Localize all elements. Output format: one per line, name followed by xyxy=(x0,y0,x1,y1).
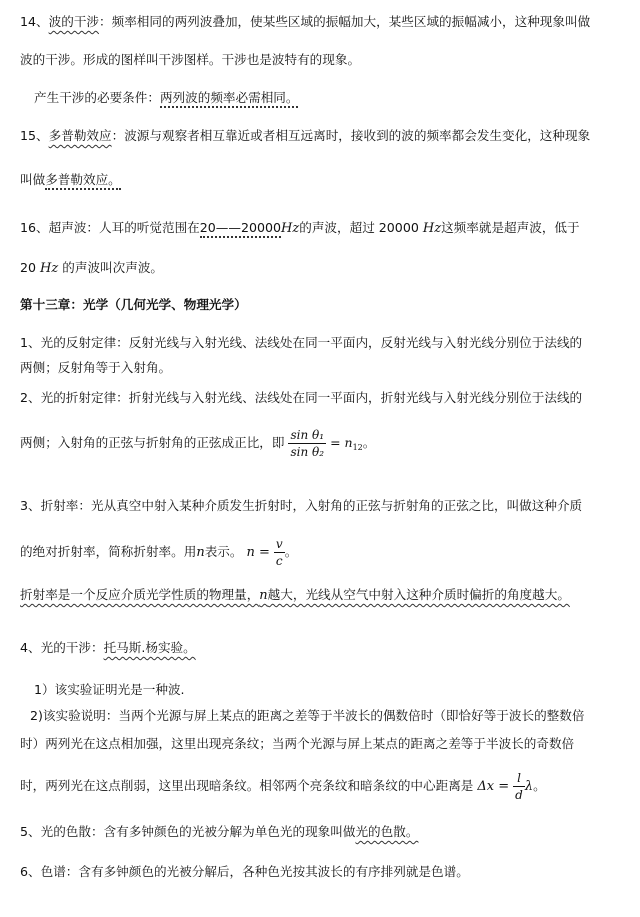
p3-fraction-denominator: c xyxy=(275,554,283,568)
s14-condition-label: 产生干涉的必要条件： xyxy=(34,90,160,105)
p3-text-3b: 越大，光线从空气中射入这种介质时偏折的角度越大。 xyxy=(267,587,570,602)
s15-line-1 xyxy=(20,126,626,146)
p1-line-1 xyxy=(20,333,626,353)
p4-line-1 xyxy=(20,638,626,658)
s16-line-2 xyxy=(20,258,626,279)
s15-term: 多普勒效应 xyxy=(48,128,112,143)
p1-text-2: 两侧；反射角等于入射角。 xyxy=(20,360,172,375)
p2-equals-n: = n xyxy=(330,435,353,450)
p3-end: 。 xyxy=(284,544,298,559)
p3-n-symbol: n xyxy=(196,545,205,560)
s15-definition-1: ：波源与观察者相互靠近或者相互远离时，接收到的波的频率都会发生变化，这种现象 xyxy=(111,128,591,143)
p2-line-2 xyxy=(20,423,626,468)
p4-end: 。 xyxy=(533,778,546,793)
s14-term: 波的干涉 xyxy=(48,14,99,29)
s16-unit-2: Hz xyxy=(422,221,442,236)
p3-text-3a: 折射率是一个反应介质光学性质的物理量， xyxy=(20,587,260,602)
p4-text-1a: 4、光的干涉： xyxy=(20,640,104,655)
p3-line-2 xyxy=(20,532,626,573)
p3-line-3 xyxy=(20,585,626,606)
p5-term: 光的色散。 xyxy=(355,824,419,839)
p4-item-2-line-3 xyxy=(20,766,626,807)
p3-n-symbol-2: n xyxy=(259,588,268,603)
s14-line-1 xyxy=(20,12,626,32)
p4-fraction-numerator: l xyxy=(513,770,525,787)
p4-item-2-line-2 xyxy=(20,734,626,754)
s16-unit-1: Hz xyxy=(281,221,300,236)
p1-line-2 xyxy=(20,358,626,378)
p4-experiment: 托马斯.杨实验。 xyxy=(103,640,196,655)
p4-fraction-denominator: d xyxy=(515,788,523,802)
p2-text-2: 两侧；入射角的正弦与折射角的正弦成正比，即 xyxy=(20,435,285,450)
p2-subscript: 12 xyxy=(352,443,363,452)
s16-text-5: 的声波叫次声波。 xyxy=(62,260,163,275)
p4-item-2-line-1 xyxy=(30,706,626,726)
p3-equals: n = xyxy=(246,545,270,560)
chapter-heading xyxy=(20,295,626,315)
s16-line-1 xyxy=(20,218,626,239)
p3-fraction-numerator: v xyxy=(275,537,283,551)
p4-lambda: λ xyxy=(524,779,534,794)
s16-text-3: 这频率就是超声波，低于 xyxy=(441,220,580,235)
p3-text-1: 3、折射率：光从真空中射入某种介质发生折射时，入射角的正弦与折射角的正弦之比，叫做这种介质 xyxy=(20,498,583,513)
p2-fraction-numerator: sin θ₁ xyxy=(290,428,325,442)
p2-equals xyxy=(330,435,363,450)
p4-item-1-text: 1）该实验证明光是一种波. xyxy=(34,682,185,697)
p5-line xyxy=(20,822,626,842)
p4-fringe-fraction xyxy=(513,770,525,803)
p2-sine-fraction xyxy=(288,427,326,460)
s15-definition-2a: 叫做 xyxy=(20,172,46,187)
s14-definition-1: ：频率相同的两列波叠加，使某些区域的振幅加大，某些区域的振幅减小，这种现象叫做 xyxy=(99,14,591,29)
p2-line-1 xyxy=(20,388,626,408)
p3-highlight xyxy=(20,587,570,602)
s15-line-2 xyxy=(20,170,626,190)
p3-line-1 xyxy=(20,496,626,516)
p4-item-2-text-a: 2)该实验说明：当两个光源与屏上某点的距离之差等于半波长的偶数倍时（即恰好等于波长的整数倍 xyxy=(30,708,585,723)
s16-range: 20——20000 xyxy=(200,220,281,238)
s16-unit-3: Hz xyxy=(40,261,59,276)
chapter-title: 第十三章：光学（几何光学、物理光学） xyxy=(20,297,247,312)
s15-definition-2b: 多普勒效应。 xyxy=(45,172,121,190)
s16-term: 超声波 xyxy=(48,220,87,235)
s14-definition-2: 波的干涉。形成的图样叫干涉图样。干涉也是波特有的现象。 xyxy=(20,52,361,67)
s15-number: 15、 xyxy=(20,128,49,143)
p1-text-1: 1、光的反射定律：反射光线与入射光线、法线处在同一平面内，反射光线与入射光线分别位于法线的 xyxy=(20,335,583,350)
p5-text: 5、光的色散：含有多钟颜色的光被分解为单色光的现象叫做 xyxy=(20,824,356,839)
p6-text: 6、色谱：含有多钟颜色的光被分解后，各种色光按其波长的有序排列就是色谱。 xyxy=(20,864,469,879)
s14-condition-text: 两列波的频率必需相同。 xyxy=(160,90,299,108)
p2-fraction-denominator: sin θ₂ xyxy=(290,445,325,459)
p3-index-fraction xyxy=(274,536,285,569)
p4-item-2-text-c: 时，两列光在这点削弱，这里出现暗条纹。相邻两个亮条纹和暗条纹的中心距离是 xyxy=(20,778,474,793)
s16-text-2: 的声波，超过 20000 xyxy=(299,220,419,235)
p2-text-1: 2、光的折射定律：折射光线与入射光线、法线处在同一平面内，折射光线与入射光线分别位于法线的 xyxy=(20,390,583,405)
p4-item-1 xyxy=(34,680,626,700)
p3-text-2: 的绝对折射率，简称折射率。用 xyxy=(20,544,197,559)
p2-end: 。 xyxy=(362,435,376,450)
p6-line xyxy=(20,862,626,882)
s16-text-1: ：人耳的听觉范围在 xyxy=(86,220,200,235)
p3-text-2b: 表示。 xyxy=(204,544,243,559)
s14-line-2 xyxy=(20,50,626,70)
s16-text-4: 20 xyxy=(20,260,37,275)
s16-number: 16、 xyxy=(20,220,49,235)
p4-delta-x: Δx = xyxy=(477,779,510,794)
s14-condition xyxy=(34,88,626,108)
s14-number: 14、 xyxy=(20,14,49,29)
p4-item-2-text-b: 时）两列光在这点相加强，这里出现亮条纹；当两个光源与屏上某点的距离之差等于半波长的奇数倍 xyxy=(20,736,575,751)
